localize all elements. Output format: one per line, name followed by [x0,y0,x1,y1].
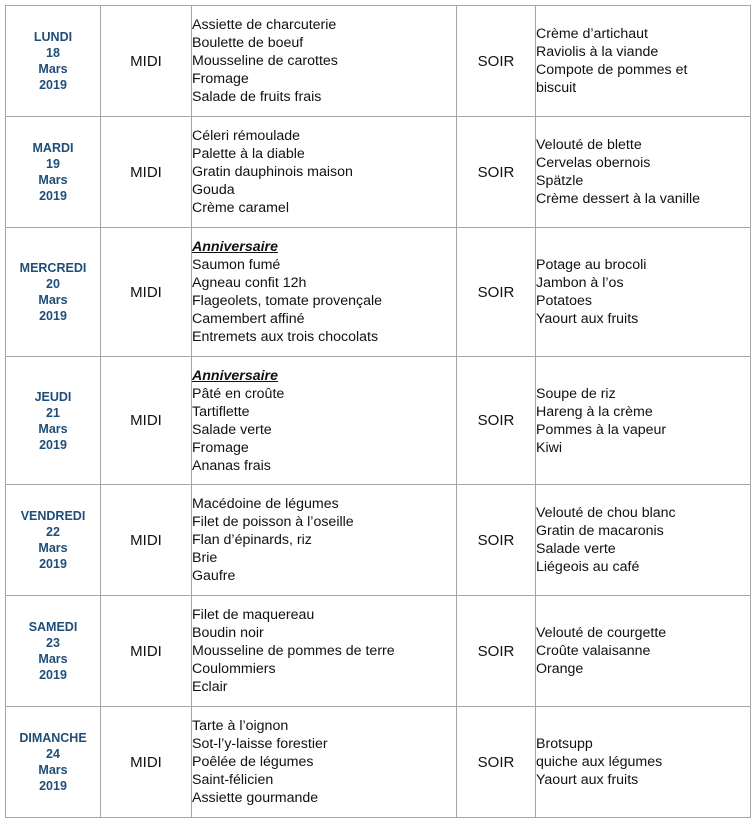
dish-item: Pâté en croûte [192,385,285,402]
dish-item: Jambon à l’os [536,275,624,291]
dish-item: Filet de maquereau [192,607,315,623]
dish-item: Boudin noir [192,625,264,641]
dish-item: Velouté de courgette [536,625,667,641]
dish-item: Hareng à la crème [536,403,653,420]
dish-item: Sot-l’y-laisse forestier [192,736,328,752]
day-date: 21 [46,405,60,420]
dish-item: Poêlée de légumes [192,754,314,770]
dish-item: Crème caramel [192,200,289,216]
day-date: 18 [46,46,60,60]
lunch-label: MIDI [101,707,192,818]
dinner-label: SOIR [457,485,536,596]
table-row [6,117,751,228]
lunch-dishes [192,6,457,117]
dish-item: Boulette de boeuf [192,35,304,51]
dinner-dishes [536,596,751,707]
table-row [6,596,751,707]
dish-item: Cervelas obernois [536,155,651,171]
table-row [6,357,751,485]
lunch-label: MIDI [101,357,192,485]
day-month: Mars [38,763,68,777]
weekly-menu-table [5,5,751,818]
day-year: 2019 [39,437,67,452]
dish-item: Gratin dauphinois maison [192,164,353,180]
dish-item: Yaourt aux fruits [536,311,639,327]
dish-item: Salade verte [536,541,616,557]
dinner-dishes [536,6,751,117]
dish-item: Entremets aux trois chocolats [192,329,379,345]
dish-item: Fromage [192,71,249,87]
lunch-label: MIDI [101,596,192,707]
day-cell [6,357,101,485]
dish-item: Yaourt aux fruits [536,772,639,788]
day-month: Mars [38,62,68,76]
day-name: DIMANCHE [19,731,87,745]
dish-item: Compote de pommes et biscuit [536,62,688,96]
lunch-dishes [192,228,457,357]
dinner-label: SOIR [457,596,536,707]
dish-item: Mousseline de carottes [192,53,338,69]
dinner-label: SOIR [457,117,536,228]
dish-item: Pommes à la vapeur [536,421,667,438]
dish-item: Eclair [192,679,228,695]
day-year: 2019 [39,668,67,682]
dish-item: Gaufre [192,568,236,584]
day-name: MARDI [32,141,74,155]
day-name: LUNDI [33,30,73,44]
dish-item: Tartiflette [192,403,250,420]
table-row [6,228,751,357]
day-year: 2019 [39,779,67,793]
lunch-dishes [192,117,457,228]
table-row [6,6,751,117]
day-cell [6,707,101,818]
day-date: 22 [46,525,60,539]
dish-item: Salade de fruits frais [192,89,322,105]
dish-item: Fromage [192,439,249,456]
dish-item: Brotsupp [536,736,593,752]
day-year: 2019 [39,557,67,571]
dinner-dishes [536,485,751,596]
dish-item: Saumon fumé [192,257,281,273]
anniversary-note: Anniversaire [192,239,278,255]
dish-item: Ananas frais [192,457,271,474]
day-month: Mars [38,421,68,436]
dish-item: Agneau confit 12h [192,275,307,291]
menu-body [6,6,751,818]
dinner-dishes [536,707,751,818]
dish-item: Velouté de blette [536,137,642,153]
day-month: Mars [38,293,68,307]
dish-item: Potage au brocoli [536,257,647,273]
dish-item: Macédoine de légumes [192,496,339,512]
dish-item: Assiette de charcuterie [192,17,337,33]
dish-item: Gouda [192,182,235,198]
day-cell [6,228,101,357]
lunch-dishes [192,485,457,596]
dish-item: Orange [536,661,584,677]
table-row [6,707,751,818]
lunch-dishes [192,707,457,818]
dish-item: Velouté de chou blanc [536,505,676,521]
day-name: JEUDI [34,389,72,404]
dish-item: Raviolis à la viande [536,44,659,60]
day-month: Mars [38,652,68,666]
dish-item: Tarte à l’oignon [192,718,289,734]
day-year: 2019 [39,78,67,92]
dish-item: Mousseline de pommes de terre [192,643,395,659]
dinner-dishes [536,228,751,357]
dish-item: Coulommiers [192,661,276,677]
dish-item: Croûte valaisanne [536,643,651,659]
dish-item: Flageolets, tomate provençale [192,293,383,309]
dinner-dishes [536,357,751,485]
day-cell [6,596,101,707]
day-name: SAMEDI [28,620,78,634]
day-cell [6,485,101,596]
dinner-label: SOIR [457,6,536,117]
dish-item: Salade verte [192,421,272,438]
day-cell [6,6,101,117]
dish-item: Potatoes [536,293,593,309]
dish-item: Brie [192,550,218,566]
dinner-dishes [536,117,751,228]
day-year: 2019 [39,189,67,203]
lunch-label: MIDI [101,117,192,228]
lunch-label: MIDI [101,485,192,596]
dish-item: Kiwi [536,439,563,456]
day-cell [6,117,101,228]
dish-item: Gratin de macaronis [536,523,664,539]
day-month: Mars [38,173,68,187]
day-month: Mars [38,541,68,555]
day-year: 2019 [39,309,67,323]
dinner-label: SOIR [457,707,536,818]
lunch-dishes [192,357,457,485]
lunch-label: MIDI [101,228,192,357]
dish-item: Camembert affiné [192,311,305,327]
dish-item: Filet de poisson à l’oseille [192,514,354,530]
dish-item: Soupe de riz [536,385,616,402]
dish-item: Spätzle [536,173,584,189]
dish-item: Crème dessert à la vanille [536,191,701,207]
lunch-label: MIDI [101,6,192,117]
dish-item: Crème d’artichaut [536,26,648,42]
dish-item: quiche aux légumes [536,754,663,770]
lunch-dishes [192,596,457,707]
day-date: 19 [46,157,60,171]
day-name: MERCREDI [19,261,87,275]
dish-item: Palette à la diable [192,146,305,162]
dinner-label: SOIR [457,228,536,357]
dish-item: Assiette gourmande [192,790,319,806]
dish-item: Céleri rémoulade [192,128,301,144]
dish-item: Flan d’épinards, riz [192,532,312,548]
table-row [6,485,751,596]
day-name: VENDREDI [20,509,86,523]
anniversary-note: Anniversaire [192,367,278,384]
day-date: 24 [46,747,60,761]
day-date: 20 [46,277,60,291]
day-date: 23 [46,636,60,650]
dish-item: Saint-félicien [192,772,274,788]
dish-item: Liégeois au café [536,559,640,575]
dinner-label: SOIR [457,357,536,485]
